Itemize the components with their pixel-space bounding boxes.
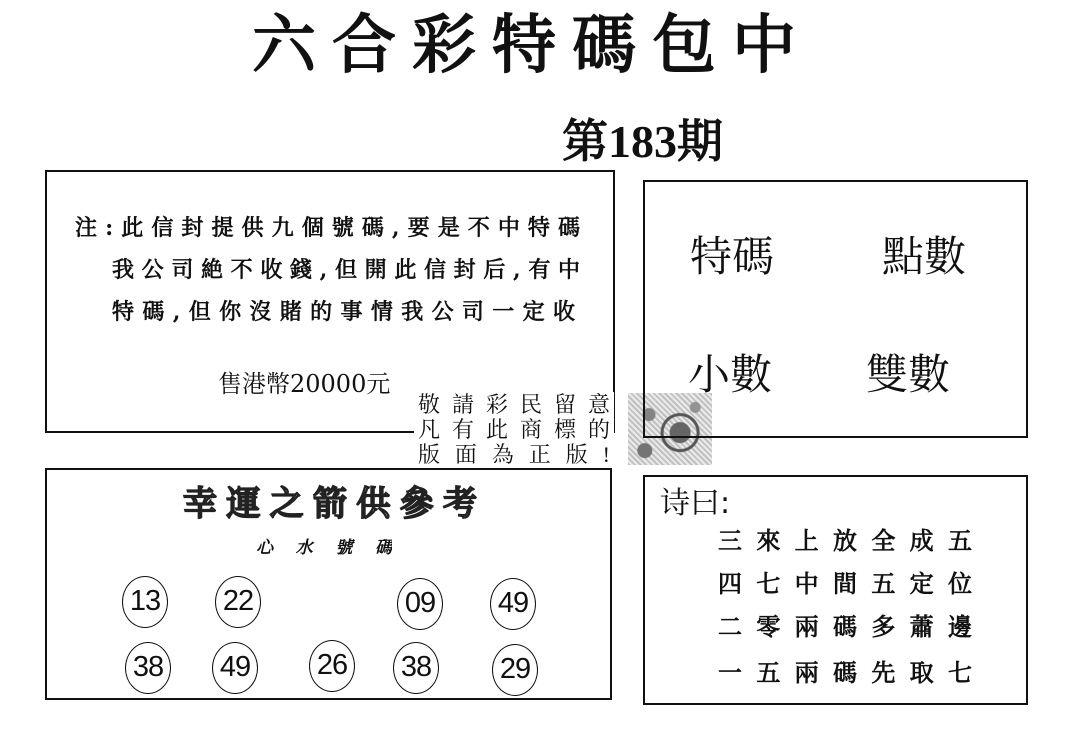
lucky-heading: 幸運之箭供參考 [183,484,477,524]
poem-heading: 诗曰: [660,486,731,521]
lucky-number: 09 [397,578,443,630]
authenticity-line: 版面為正版! [418,442,610,467]
lucky-subheading: 心水號碼 [256,538,392,558]
poem-line: 四七中間五定位 [718,569,972,598]
notice-line: 我公司絶不收錢,但開此信封后,有中 [112,257,580,283]
issue-number: 第183期 [562,116,723,167]
authenticity-line: 凡有此商標的 [418,417,610,442]
notice-line: 注:此信封提供九個號碼,要是不中特碼 [75,215,580,241]
poem-line: 二零兩碼多蕭邊 [718,612,972,641]
lucky-number: 26 [309,640,355,692]
special-item: 雙數 [866,350,951,399]
authenticity-note [414,392,614,472]
lucky-number: 38 [125,642,171,694]
special-item: 特碼 [690,232,775,281]
page-title: 六合彩特碼包中 [252,8,812,83]
poem-line: 三來上放全成五 [718,526,972,555]
lucky-number: 13 [122,576,168,628]
special-item: 點數 [882,232,967,281]
notice-line: 特碼,但你沒賭的事情我公司一定收 [112,299,575,325]
lucky-number: 29 [492,644,538,696]
lucky-number: 22 [215,576,261,628]
poem-line: 一五兩碼先取七 [718,658,972,687]
authenticity-line: 敬請彩民留意 [418,392,610,417]
lucky-number: 38 [393,642,439,694]
lucky-number: 49 [490,578,536,630]
price-text: 售港幣20000元 [218,370,391,398]
special-item: 小數 [688,350,773,399]
lucky-number: 49 [212,642,258,694]
